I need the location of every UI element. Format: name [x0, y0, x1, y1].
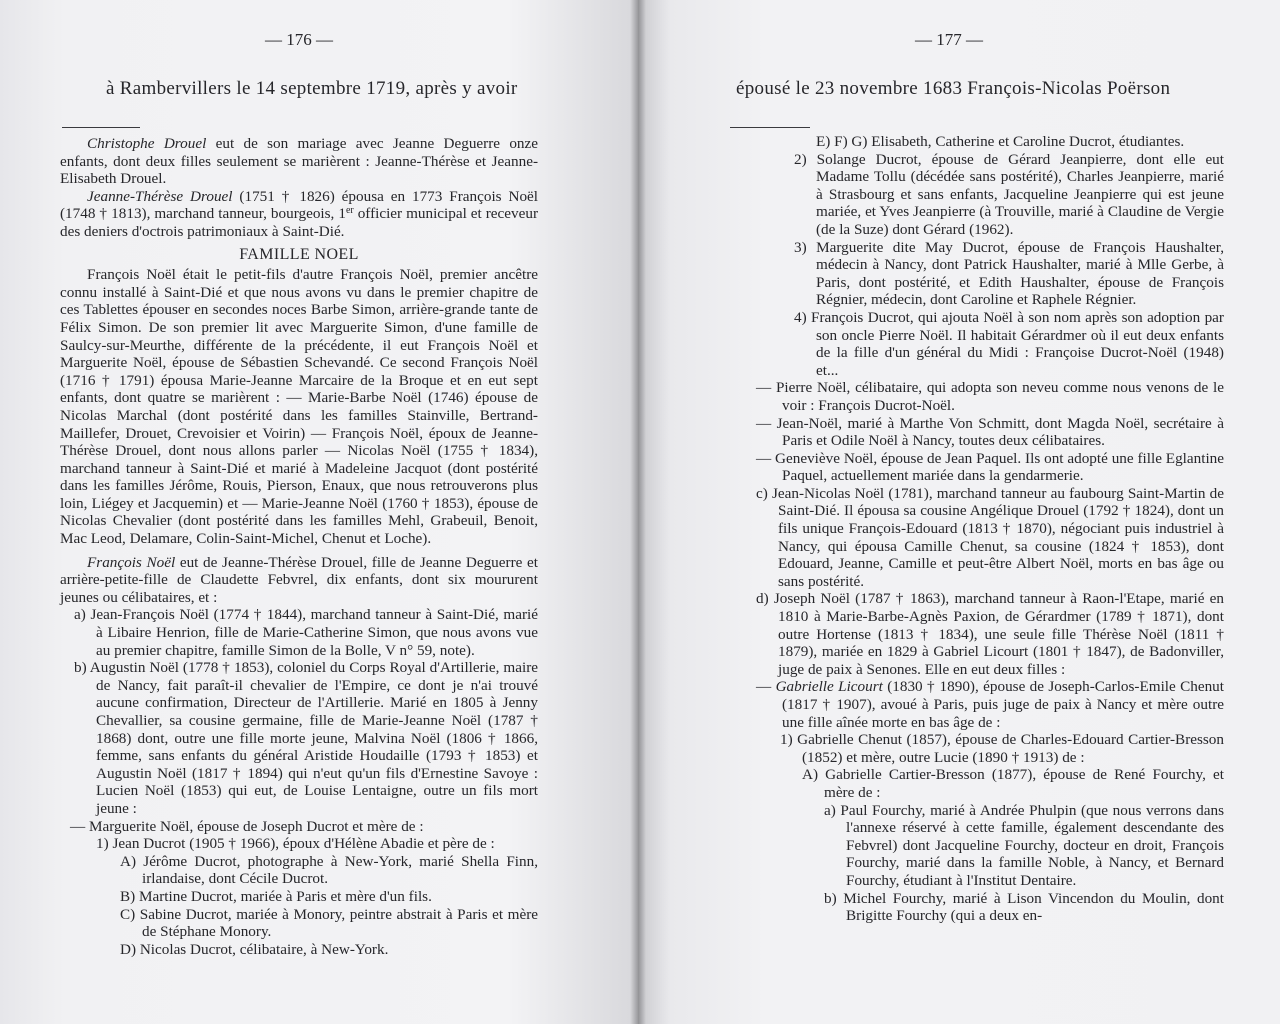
left-item-B-martine	[60, 888, 538, 906]
right-item-b-michel-text: b) Michel Fourchy, marié à Lison Vincendon du Moulin, dont Brigitte Fourchy (qui a deux en-	[824, 889, 1224, 925]
left-item-b-augustin	[60, 659, 538, 817]
right-item-A-gabrielle-cb-text: A) Gabrielle Cartier-Bresson (1877), épouse de René Fourchy, et mère de :	[802, 766, 1224, 801]
right-item-efg	[756, 133, 1224, 151]
left-para-jeanne-therese	[60, 188, 538, 241]
right-item-2-solange	[756, 151, 1224, 239]
left-item-1-jean-ducrot	[60, 835, 538, 853]
right-item-3-marguerite	[756, 239, 1224, 309]
left-heading-famille-noel	[60, 246, 538, 264]
left-page-headline: à Rambervillers le 14 septembre 1719, après y avoir	[106, 78, 518, 99]
right-item-b-michel	[756, 890, 1224, 925]
left-item-1-jean-ducrot-text: 1) Jean Ducrot (1905 † 1966), époux d'Hélène Abadie et père de :	[96, 835, 495, 853]
right-item-a-paul-text: a) Paul Fourchy, marié à Andrée Phulpin (que nous verrons dans l'annexe réservé à cette famille, également descendante des Febvrel) dont Jacqueline Fourchy, docteur en droit, François Fourchy, marié dans la famille Noble, à Nancy, et Bernard Fourchy, étudiant à l'Institut Dentaire.	[824, 801, 1224, 889]
left-para-francois-children-text: François Noël	[87, 553, 176, 571]
right-item-efg-text: E) F) G) Elisabeth, Catherine et Caroline Ducrot, étudiantes.	[816, 133, 1185, 150]
right-item-gabrielle-licourt-text: (1830 † 1890), épouse de Joseph-Carlos-Emile Chenut (1817 † 1907), avoué à Paris, puis juge de paix à Nancy et mère outre une fille aînée morte en bas âge de :	[782, 678, 1224, 731]
left-heading-famille-noel-text: FAMILLE NOEL	[239, 245, 359, 263]
left-para-christophe-text: eut de son mariage avec Jeanne Deguerre onze enfants, dont deux filles seulement se marièrent : Jeanne-Thérèse et Jeanne-Elisabeth Drouel.	[60, 135, 539, 188]
left-separator-rule	[62, 127, 140, 128]
left-page	[0, 0, 638, 1024]
left-page-number: — 176 —	[265, 30, 333, 49]
right-page	[638, 0, 1280, 1024]
right-item-pierre-text: — Pierre Noël, célibataire, qui adopta son neveu comme nous venons de le voir : François Ducrot-Noël.	[756, 379, 1224, 414]
left-para-jeanne-therese-text: er	[345, 205, 354, 217]
right-item-2-solange-text: 2) Solange Ducrot, épouse de Gérard Jeanpierre, dont elle eut Madame Tollu (décédée sans postérité), Charles Jeanpierre, marié à Strasbourg et sans enfants, Jacqueline Jeanpierre qui est jeune mariée, et Yves Jeanpierre (à Trouville, marié à Claudine de Vergie (de la Suze) dont Gérard (1962).	[794, 150, 1224, 238]
left-para-francois-children-text: eut de Jeanne-Thérèse Drouel, fille de Jeanne Deguerre et arrière-petite-fille de Claudette Febvrel, dix enfants, dont six moururent jeunes ou célibataires, et :	[60, 553, 538, 606]
left-item-A-jerome-text: A) Jérôme Ducrot, photographe à New-York, marié Shella Finn, irlandaise, dont Cécile Ducrot.	[120, 852, 538, 888]
left-item-a-jean-francois	[60, 606, 538, 659]
left-item-a-jean-francois-text: a) Jean-François Noël (1774 † 1844), marchand tanneur à Saint-Dié, marié à Libaire Henrion, fille de Marie-Catherine Simon, que nous avons vue au premier chapitre, famille Simon de la Bolle, V n° 59, note).	[74, 606, 538, 659]
left-item-marguerite-text: — Marguerite Noël, épouse de Joseph Ducrot et mère de :	[70, 817, 424, 835]
right-item-gabrielle-licourt-text: Gabrielle Licourt	[775, 678, 883, 696]
book-gutter	[630, 0, 646, 1024]
left-para-jeanne-therese-text: (1751 † 1826) épousa en 1773 François Noël (1748 † 1813), marchand tanneur, bourgeois, 1	[60, 187, 539, 223]
left-para-francois-noel	[60, 266, 538, 548]
left-item-marguerite	[60, 818, 538, 836]
right-item-c-jean-nicolas-text: c) Jean-Nicolas Noël (1781), marchand tanneur au faubourg Saint-Martin de Saint-Dié. Il épousa sa cousine Angélique Drouel (1792 † 1824), dont un fils unique François-Edouard (1813 † 1870), négociant puis industriel à Nancy, qui épousa Camille Chenut, sa cousine (1824 † 1853), dont Edouard, Jeanne, Camille et peut-être Albert Noël, morts en bas âge ou sans postérité.	[756, 484, 1224, 590]
left-item-A-jerome	[60, 853, 538, 888]
left-page-body	[60, 135, 538, 958]
left-item-b-augustin-text: b) Augustin Noël (1778 † 1853), coloniel du Corps Royal d'Artillerie, maire de Nancy, fait paraît-il chevalier de l'Empire, ce dont je n'ai trouvé aucune confirmation, Directeur de l'Artillerie. Marié en 1805 à Jenny Chevallier, sa cousine germaine, fille de Marie-Jeanne Noël (1787 † 1868) dont, outre une fille morte jeune, Malvina Noël (1806 † 1866, femme, sans enfants du général Aristide Houdaille (1793 † 1853) et Augustin Noël (1817 † 1894) qui n'eut qu'un fils d'Ernestine Savoye : Lucien Noël (1853) qui eut, de Louise Lentaigne, outre un fils mort jeune :	[74, 659, 538, 817]
right-item-3-marguerite-text: 3) Marguerite dite May Ducrot, épouse de François Haushalter, médecin à Nancy, dont Patrick Haushalter, marié à Mlle Gerbe, à Paris, dont postérité, et Edith Haushalter, épouse de François Régnier, médecin, dont Caroline et Raphele Régnier.	[794, 238, 1224, 309]
left-item-C-sabine-text: C) Sabine Ducrot, mariée à Monory, peintre abstrait à Paris et mère de Stéphane Monory.	[120, 905, 538, 941]
left-para-jeanne-therese-text: officier municipal et receveur des deniers d'octrois patrimoniaux à Saint-Dié.	[60, 205, 539, 240]
right-page-body	[756, 133, 1224, 925]
right-item-a-paul	[756, 802, 1224, 890]
right-item-jean-noel	[756, 415, 1224, 450]
right-item-genevieve-text: — Geneviève Noël, épouse de Jean Paquel. Ils ont adopté une fille Eglantine Paquel, actuellement mariée dans la gendarmerie.	[756, 449, 1224, 485]
right-item-d-joseph-text: d) Joseph Noël (1787 † 1863), marchand tanneur à Raon-l'Etape, marié en 1810 à Marie-Barbe-Agnès Paxion, de Gérardmer (1789 † 1871), dont outre Hortense (1813 † 1834), une seule fille Thérèse Noël (1811 † 1879), mariée en 1829 à Gabriel Licourt (1801 † 1847), de Badonviller, juge de paix à Senones. Elle en eut deux filles :	[756, 590, 1224, 678]
right-item-genevieve	[756, 450, 1224, 485]
right-page-headline: épousé le 23 novembre 1683 François-Nicolas Poërson	[736, 78, 1171, 99]
left-item-C-sabine	[60, 906, 538, 941]
left-para-francois-children	[60, 554, 538, 607]
right-item-gabrielle-licourt	[756, 678, 1224, 731]
left-para-christophe-text: Christophe Drouel	[87, 135, 207, 152]
right-item-4-francois	[756, 309, 1224, 379]
left-para-francois-noel-text: François Noël était le petit-fils d'autre François Noël, premier ancêtre connu installé à Saint-Dié et que nous avons vu dans le premier chapitre de ces Tablettes épouser en secondes noces Barbe Simon, arrière-grande tante de Félix Simon. De son premier lit avec Marguerite Simon, d'une famille de Saulcy-sur-Meurthe, différente de la précédente, il eut François Noël et Marguerite Noël, épouse de Sébastien Schevandé. Ce second François Noël (1716 † 1791) épousa Marie-Jeanne Marcaire de la Broque et en eut sept enfants, dont quatre se marièrent : — Marie-Barbe Noël (1746) épouse de Nicolas Marchal (dont postérité dans les familles Stainville, Bertrand-Maillefer, Drouet, Crevoisier et Voirin) — François Noël, époux de Jeanne-Thérèse Drouel, dont nous allons parler — Nicolas Noël (1755 † 1834), marchand tanneur à Saint-Dié et marié à Madeleine Jacquot (dont postérité dans les familles Jérôme, Rouis, Pierson, Enaux, que nous retrouverons plus loin, Liégey et Jacquemin) et — Marie-Jeanne Noël (1760 † 1853), épouse de Nicolas Chevalier (dont postérité dans les familles Mehl, Grabeuil, Benoit, Mac Leod, Delamare, Colin-Saint-Michel, Chenut et Loche).	[60, 266, 538, 548]
right-item-d-joseph	[756, 590, 1224, 678]
right-page-number: — 177 —	[915, 30, 983, 49]
right-item-1-gabrielle-chenut-text: 1) Gabrielle Chenut (1857), épouse de Charles-Edouard Cartier-Bresson (1852) et mère, outre Lucie (1890 † 1913) de :	[780, 731, 1224, 766]
left-item-D-nicolas-text: D) Nicolas Ducrot, célibataire, à New-York.	[120, 940, 389, 958]
right-item-4-francois-text: 4) François Ducrot, qui ajouta Noël à son nom après son adoption par son oncle Pierre Noël. Il habitait Gérardmer où il eut deux enfants de la fille d'un général du Midi : Françoise Ducrot-Noël (1948) et...	[794, 308, 1224, 379]
right-item-gabrielle-licourt-text: —	[756, 678, 776, 696]
left-item-B-martine-text: B) Martine Ducrot, mariée à Paris et mère d'un fils.	[120, 887, 432, 905]
right-item-pierre	[756, 379, 1224, 414]
right-item-A-gabrielle-cb	[756, 766, 1224, 801]
left-para-jeanne-therese-text: Jeanne-Thérèse Drouel	[87, 187, 233, 205]
right-item-c-jean-nicolas	[756, 485, 1224, 591]
left-item-D-nicolas	[60, 941, 538, 959]
right-item-jean-noel-text: — Jean-Noël, marié à Marthe Von Schmitt, dont Magda Noël, secrétaire à Paris et Odile Noël à Nancy, toutes deux célibataires.	[756, 414, 1224, 450]
right-item-1-gabrielle-chenut	[756, 731, 1224, 766]
left-para-christophe	[60, 135, 538, 188]
right-separator-rule	[730, 127, 810, 128]
